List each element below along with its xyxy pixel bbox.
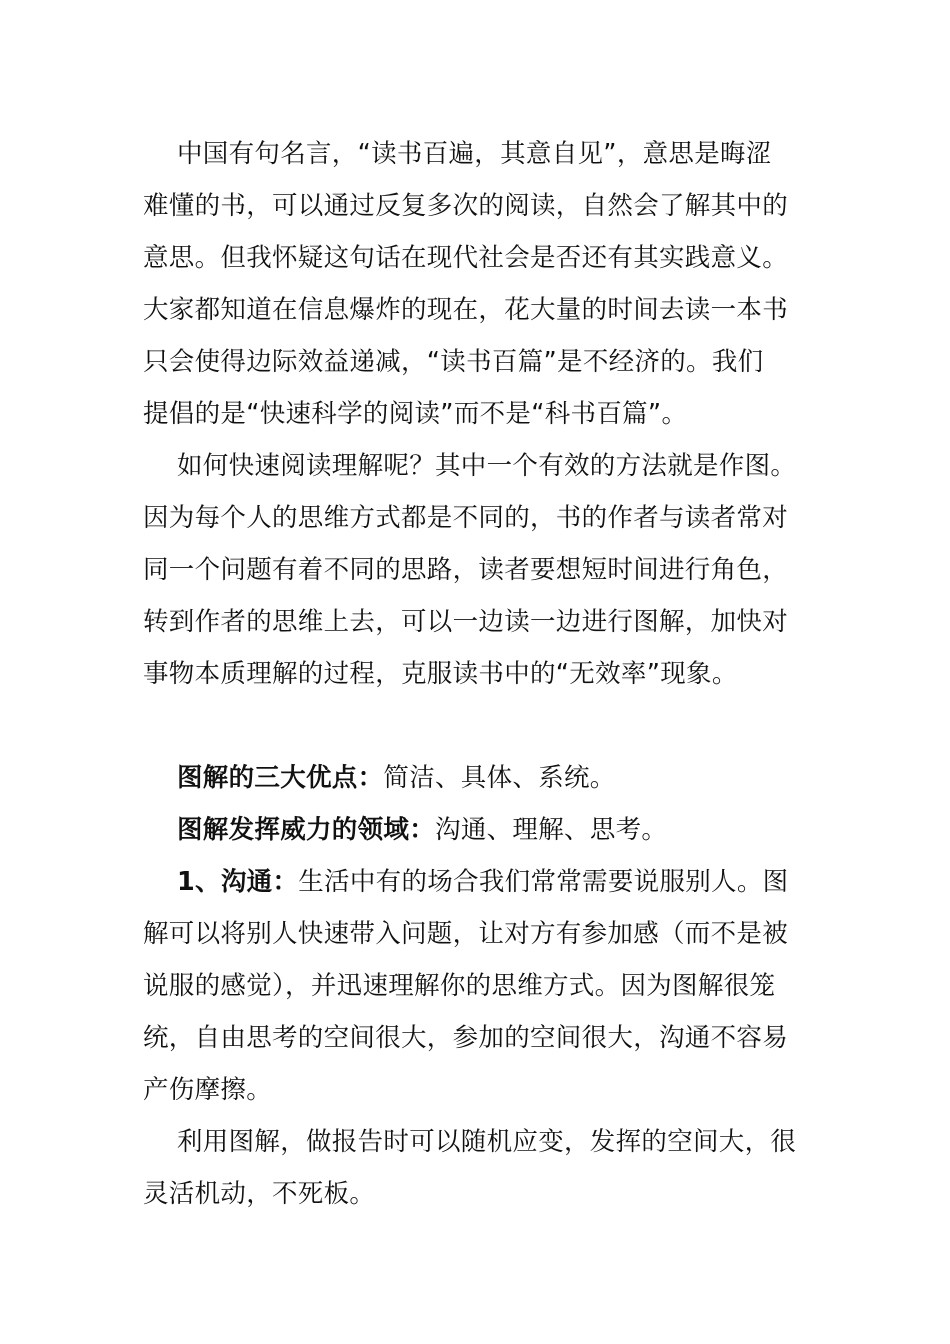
intro-paragraph-2 — [143, 440, 809, 700]
domains-label: 图解发挥威力的领域： — [177, 815, 436, 845]
communication-label: 1、沟通： — [177, 867, 299, 897]
text-line: 中国有句名言，“读书百遍，其意自见”，意思是晦涩 — [177, 139, 772, 169]
text-line: 大家都知道在信息爆炸的现在，花大量的时间去读一本书 — [143, 295, 789, 325]
text-line: 解可以将别人快速带入问题，让对方有参加感（而不是被 — [143, 919, 789, 949]
domains-line — [143, 804, 809, 856]
text-line: 如何快速阅读理解呢？其中一个有效的方法就是作图。 — [177, 451, 797, 481]
text-line: 统，自由思考的空间很大，参加的空间很大，沟通不容易 — [143, 1023, 789, 1053]
text-line: 说服的感觉），并迅速理解你的思维方式。因为图解很笼 — [143, 971, 776, 1001]
text-line: 难懂的书，可以通过反复多次的阅读，自然会了解其中的 — [143, 191, 789, 221]
text-line: 生活中有的场合我们常常需要说服别人。图 — [298, 867, 789, 897]
text-line: 因为每个人的思维方式都是不同的，书的作者与读者常对 — [143, 503, 789, 533]
text-line: 提倡的是“快速科学的阅读”而不是“科书百篇”。 — [143, 399, 688, 429]
advantages-line — [143, 752, 809, 804]
advantages-text: 简洁、具体、系统。 — [383, 763, 616, 793]
paragraph-gap — [143, 700, 809, 752]
text-line: 意思。但我怀疑这句话在现代社会是否还有其实践意义。 — [143, 243, 789, 273]
text-line: 灵活机动，不死板。 — [143, 1179, 376, 1209]
text-line: 利用图解，做报告时可以随机应变，发挥的空间大，很 — [177, 1127, 797, 1157]
text-line: 同一个问题有着不同的思路，读者要想短时间进行角色， — [143, 555, 789, 585]
advantages-label: 图解的三大优点： — [177, 763, 384, 793]
text-line: 只会使得边际效益递减，“读书百篇”是不经济的。我们 — [143, 347, 764, 377]
text-line: 产伤摩擦。 — [143, 1075, 273, 1105]
document-page — [143, 128, 809, 1220]
text-line: 转到作者的思维上去，可以一边读一边进行图解，加快对 — [143, 607, 789, 637]
domains-text: 沟通、理解、思考。 — [435, 815, 668, 845]
text-line: 事物本质理解的过程，克服读书中的“无效率”现象。 — [143, 659, 738, 689]
intro-paragraph-1 — [143, 128, 809, 440]
report-paragraph — [143, 1116, 809, 1220]
communication-paragraph — [143, 856, 809, 1116]
